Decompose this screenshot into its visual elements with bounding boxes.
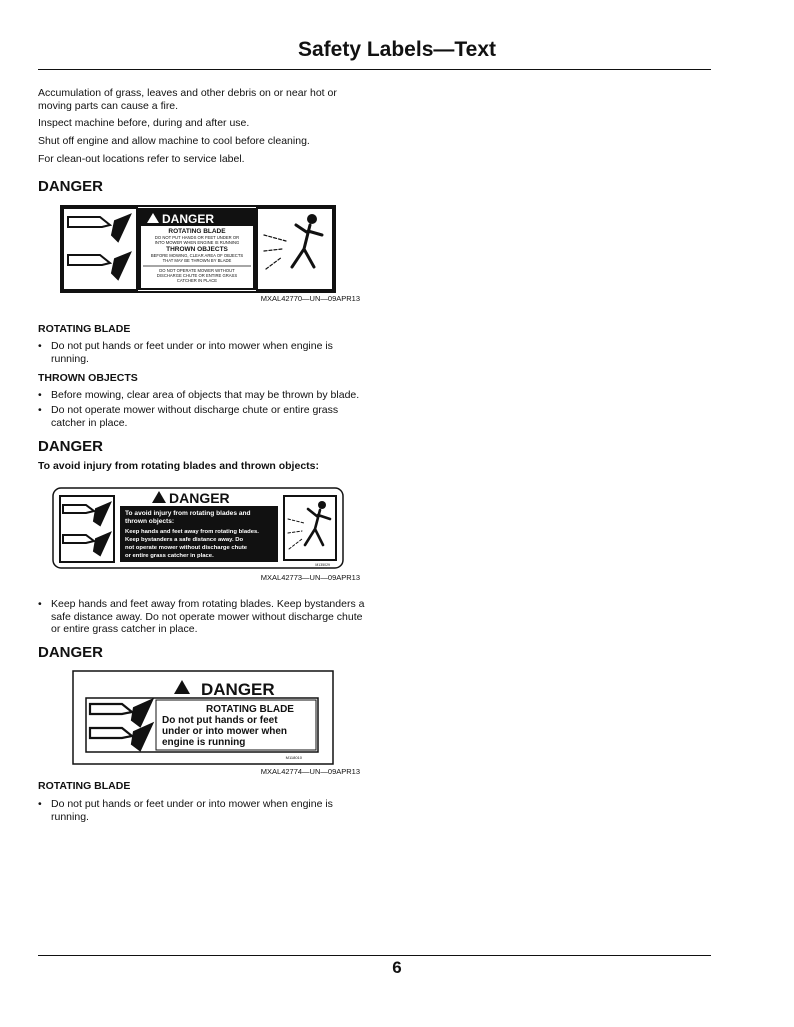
- page-number: 6: [392, 958, 402, 977]
- decal2-banner: DANGER: [169, 490, 230, 506]
- header-rule: [38, 69, 711, 70]
- section1-group2-title: THROWN OBJECTS: [38, 372, 138, 384]
- decal1-caption: MXAL42770—UN—09APR13: [260, 294, 360, 303]
- list-item: • Do not operate mower without discharge chute or entire grass catcher in place.: [38, 404, 339, 429]
- section3-heading: DANGER: [38, 644, 104, 661]
- decal3-line2: under or into mower when: [162, 726, 288, 737]
- decal1-text1b: INTO MOWER WHEN ENGINE IS RUNNING: [154, 240, 240, 245]
- decal3-banner: DANGER: [201, 680, 275, 699]
- list-item: • Before mowing, clear area of objects that may be thrown by blade.: [38, 389, 360, 401]
- list-item: • Do not put hands or feet under or into mower when engine is running.: [38, 340, 333, 365]
- decal1-sub2: THROWN OBJECTS: [166, 246, 228, 253]
- decal1-text2a: BEFORE MOWING, CLEAR AREA OF OBJECTS: [150, 253, 244, 258]
- footer-rule: [38, 955, 711, 956]
- section2-subtitle: To avoid injury from rotating blades and thrown objects:: [38, 460, 319, 472]
- page-title: Safety Labels—Text: [297, 38, 496, 61]
- intro-paragraph-1: Accumulation of grass, leaves and other debris on or near hot or moving parts can cause a fire.: [38, 87, 337, 112]
- decal2-line1: To avoid injury from rotating blades and: [125, 510, 251, 517]
- decal3-line1: Do not put hands or feet: [162, 715, 278, 726]
- decal2-line6: or entire grass catcher in place.: [125, 553, 214, 559]
- danger-decal-2: [52, 487, 344, 569]
- decal1-text3b: DISCHARGE CHUTE OR ENTIRE GRASS: [156, 273, 238, 278]
- decal3-caption: MXAL42774—UN—09APR13: [260, 767, 360, 776]
- list-item: • Keep hands and feet away from rotating blades. Keep bystanders a safe distance away. Do not operate mower without discharge chute or entire grass catcher in place.: [38, 598, 365, 635]
- list-item: • Do not put hands or feet under or into mower when engine is running.: [38, 798, 333, 823]
- decal3-sub: ROTATING BLADE: [206, 704, 294, 715]
- decal1-text3a: DO NOT OPERATE MOWER WITHOUT: [159, 268, 235, 273]
- decal2-line5: not operate mower without discharge chute: [125, 545, 248, 551]
- danger-decal-3: [72, 670, 334, 765]
- decal2-line4: Keep bystanders a safe distance away. Do: [125, 537, 244, 543]
- decal3-part-number: M118010: [285, 755, 302, 760]
- decal2-caption: MXAL42773—UN—09APR13: [260, 573, 360, 582]
- section3-group-title: ROTATING BLADE: [38, 780, 131, 792]
- decal2-line2: thrown objects:: [125, 518, 175, 525]
- decal2-part-number: M135029: [315, 563, 330, 567]
- decal1-banner: DANGER: [162, 212, 215, 226]
- decal1-text3c: CATCHER IN PLACE: [176, 278, 218, 283]
- section1-group1-title: ROTATING BLADE: [38, 323, 131, 335]
- decal1-sub1: ROTATING BLADE: [168, 228, 226, 235]
- intro-paragraph-3: Shut off engine and allow machine to cool before cleaning.: [38, 135, 310, 147]
- intro-paragraph-2: Inspect machine before, during and after use.: [38, 117, 250, 129]
- decal1-text2b: THAT MAY BE THROWN BY BLADE: [162, 258, 232, 263]
- decal2-line3: Keep hands and feet away from rotating blades.: [125, 529, 259, 535]
- danger-decal-1: [60, 205, 336, 293]
- section2-heading: DANGER: [38, 438, 104, 455]
- decal3-line3: engine is running: [162, 737, 246, 748]
- intro-paragraph-4: For clean-out locations refer to service label.: [38, 153, 245, 165]
- decal1-text1a: DO NOT PUT HANDS OR FEET UNDER OR: [154, 235, 240, 240]
- section1-heading: DANGER: [38, 178, 104, 195]
